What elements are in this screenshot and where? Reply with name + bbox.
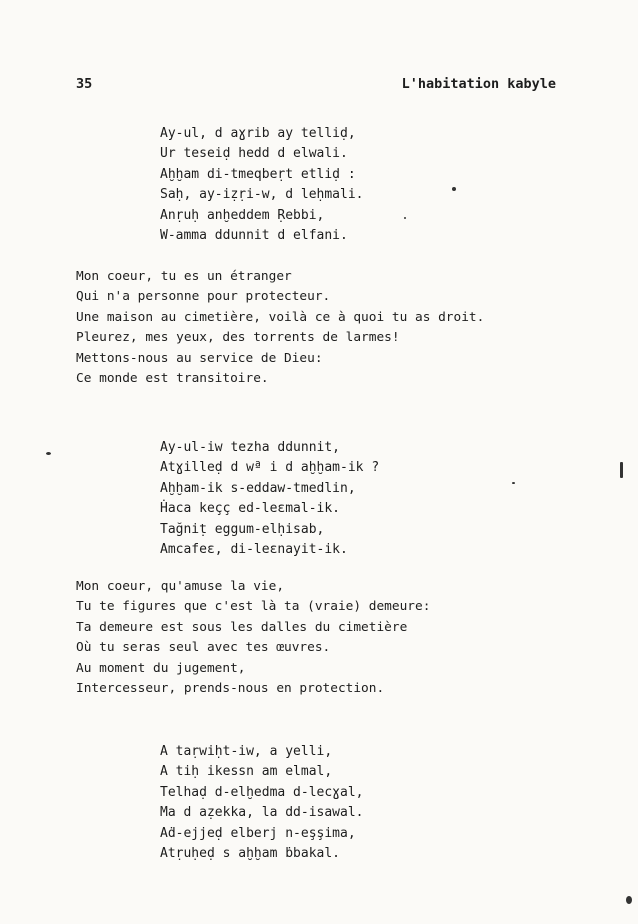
translation-line: Pleurez, mes yeux, des torrents de larmes! bbox=[76, 330, 400, 346]
translation-line: Tu te figures que c'est là ta (vraie) demeure: bbox=[76, 599, 431, 615]
verse-line: A taṛwiḥt-iw, a yelli, bbox=[160, 744, 333, 759]
scan-speck bbox=[452, 187, 456, 191]
verse-line: Atṛuḥeḍ s aḫḫam ḃbakal. bbox=[160, 845, 341, 861]
translation-line: Qui n'a personne pour protecteur. bbox=[76, 289, 331, 305]
translation-line: Mon coeur, qu'amuse la vie, bbox=[76, 579, 285, 594]
translation-line: Au moment du jugement, bbox=[76, 660, 246, 676]
verse-line: Aḫḫam di-tmeqbeṛt etliḍ : bbox=[160, 166, 356, 182]
kabyle-verse-stanza-3 bbox=[160, 742, 364, 864]
translation-line: Mettons-nous au service de Dieu: bbox=[76, 350, 323, 366]
kabyle-verse-stanza-2 bbox=[160, 438, 379, 560]
verse-line: A tiḥ ikessn am elmal, bbox=[160, 764, 333, 780]
translation-line: Mon coeur, tu es un étranger bbox=[76, 269, 292, 284]
verse-line: Telhaḍ d-elḫedma d-lecɣal, bbox=[160, 784, 364, 800]
verse-line: Aḋ-ejjeḍ elberj n-eşşima, bbox=[160, 825, 356, 841]
translation-line: Ce monde est transitoire. bbox=[76, 370, 269, 386]
french-translation-stanza-2 bbox=[76, 577, 430, 699]
verse-line: Ḣaca keçç ed-leɛmal-ik. bbox=[160, 501, 341, 517]
verse-line: Atɣilleḍ d wª i d aḫḫam-ik ? bbox=[160, 460, 380, 476]
scan-speck bbox=[626, 896, 632, 904]
verse-line: Aḫḫam-ik s-eddaw-tmedlin, bbox=[160, 480, 356, 496]
verse-line: Ay-ul, d aɣrib ay telliḍ, bbox=[160, 126, 356, 141]
running-title: L'habitation kabyle bbox=[401, 76, 556, 92]
translation-line: Une maison au cimetière, voilà ce à quoi tu as droit. bbox=[76, 309, 485, 325]
verse-line: Ay-ul-iw tezha ddunnit, bbox=[160, 440, 341, 455]
verse-line: Tağniṭ eggum-elḥisab, bbox=[160, 521, 325, 537]
scan-speck bbox=[512, 482, 515, 484]
page-number: 35 bbox=[76, 76, 93, 92]
verse-line: Ma d aẓekka, la dd-isawal. bbox=[160, 805, 364, 821]
verse-line: W-amma ddunnit d elfani. bbox=[160, 227, 348, 243]
verse-line: Saḥ, ay-iẓṛi-w, d leḥmali. bbox=[160, 187, 364, 203]
french-translation-stanza-1 bbox=[76, 267, 484, 389]
verse-line: Amcafeɛ, di-leɛnayit-ik. bbox=[160, 541, 348, 557]
translation-line: Intercesseur, prends-nous en protection. bbox=[76, 680, 385, 696]
scan-speck bbox=[46, 452, 51, 455]
translation-line: Ta demeure est sous les dalles du cimetière bbox=[76, 619, 408, 635]
page-header bbox=[76, 76, 556, 96]
scan-speck bbox=[404, 217, 406, 219]
translation-line: Où tu seras seul avec tes œuvres. bbox=[76, 640, 331, 656]
kabyle-verse-stanza-1 bbox=[160, 124, 364, 246]
verse-line: Ur teseiḍ hedd d elwali. bbox=[160, 146, 348, 162]
scan-speck bbox=[620, 462, 623, 478]
verse-line: Anṛuḥ anḫeddem Ṛebbi, bbox=[160, 207, 325, 223]
